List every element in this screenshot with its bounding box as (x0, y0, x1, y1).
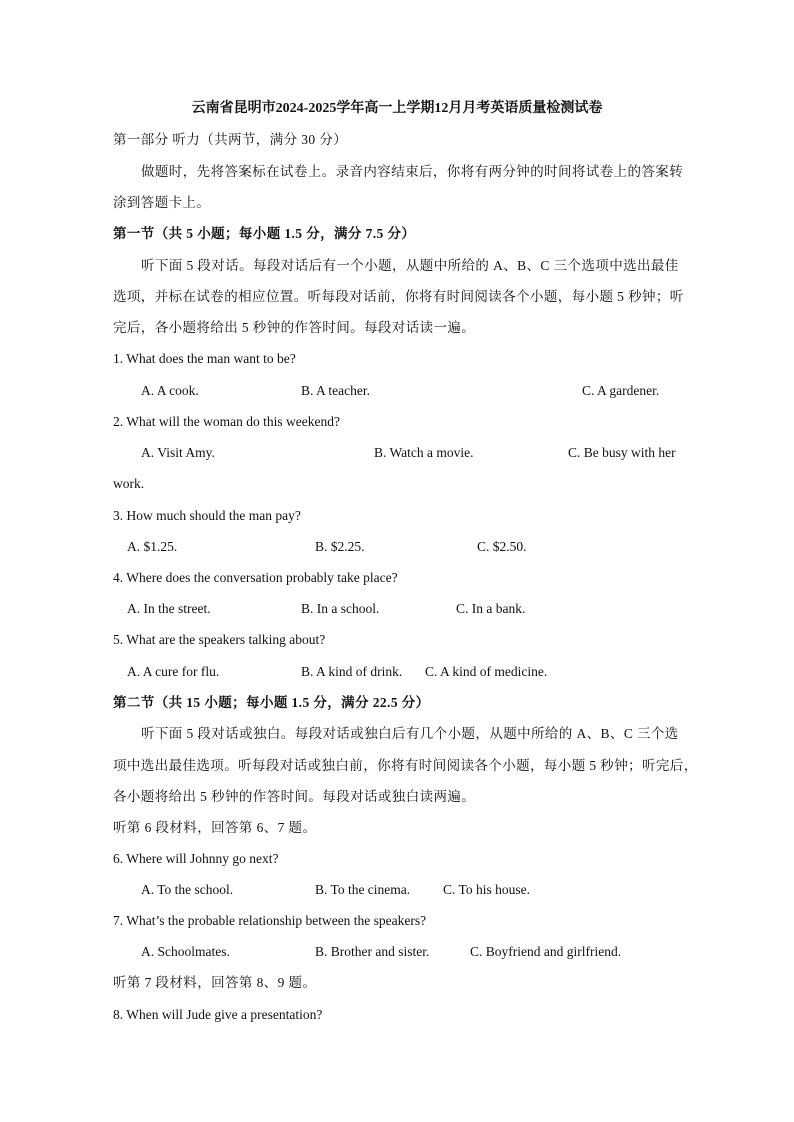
section2-intro-line: 各小题将给出 5 秒钟的作答时间。每段对话或独白读两遍。 (113, 789, 476, 804)
option-a: A. To the school. (141, 882, 234, 897)
option-b: B. A teacher. (301, 383, 370, 398)
part1-heading: 第一部分 听力（共两节，满分 30 分） (113, 132, 348, 147)
part1-intro-line: 做题时，先将答案标在试卷上。录音内容结束后，你将有两分钟的时间将试卷上的答案转 (141, 164, 684, 179)
question-stem: 8. When will Jude give a presentation? (113, 1007, 323, 1022)
option-a: A. Visit Amy. (141, 445, 215, 460)
material-instruction: 听第 7 段材料，回答第 8、9 题。 (113, 975, 317, 990)
option-b: B. $2.25. (315, 539, 365, 554)
question-stem: 7. What’s the probable relationship between the speakers? (113, 913, 427, 928)
question-stem: 2. What will the woman do this weekend? (113, 414, 340, 429)
question-stem: 1. What does the man want to be? (113, 351, 296, 366)
option-c: C. A kind of medicine. (425, 664, 548, 679)
option-a: A. A cure for flu. (127, 664, 220, 679)
option-c: C. $2.50. (477, 539, 527, 554)
section1-intro-line: 选项，并标在试卷的相应位置。听每段对话前，你将有时间阅读各个小题，每小题 5 秒钟；听 (113, 289, 684, 304)
option-b: B. Brother and sister. (315, 944, 430, 959)
option-b: B. A kind of drink. (301, 664, 403, 679)
question-stem: 4. Where does the conversation probably take place? (113, 570, 398, 585)
section1-intro-line: 听下面 5 段对话。每段对话后有一个小题，从题中所给的 A、B、C 三个选项中选出最佳 (141, 258, 679, 273)
option-b: B. To the cinema. (315, 882, 411, 897)
option-a: A. In the street. (127, 601, 211, 616)
option-c: C. To his house. (443, 882, 530, 897)
section2-heading: 第二节（共 15 小题；每小题 1.5 分，满分 22.5 分） (113, 695, 430, 710)
section1-heading: 第一节（共 5 小题；每小题 1.5 分，满分 7.5 分） (113, 226, 416, 241)
page-title: 云南省昆明市2024-2025学年高一上学期12月月考英语质量检测试卷 (191, 101, 603, 116)
option-a: A. A cook. (141, 383, 199, 398)
part1-intro-line: 涂到答题卡上。 (113, 195, 211, 210)
option-c: C. Boyfriend and girlfriend. (470, 944, 622, 959)
material-instruction: 听第 6 段材料，回答第 6、7 题。 (113, 820, 317, 835)
option-a: A. Schoolmates. (141, 944, 230, 959)
option-c: C. In a bank. (456, 601, 526, 616)
option-c: C. Be busy with her (568, 445, 676, 460)
option-c: C. A gardener. (582, 383, 660, 398)
option-a: A. $1.25. (127, 539, 178, 554)
option-b: B. In a school. (301, 601, 380, 616)
question-stem: 3. How much should the man pay? (113, 508, 301, 523)
option-b: B. Watch a movie. (374, 445, 474, 460)
section2-intro-line: 听下面 5 段对话或独白。每段对话或独白后有几个小题，从题中所给的 A、B、C 三个选 (141, 726, 679, 741)
option-c-continued: work. (113, 476, 145, 491)
section2-intro-line: 项中选出最佳选项。听每段对话或独白前，你将有时间阅读各个小题，每小题 5 秒钟；听完后， (113, 758, 698, 773)
question-stem: 5. What are the speakers talking about? (113, 632, 326, 647)
section1-intro-line: 完后，各小题将给出 5 秒钟的作答时间。每段对话读一遍。 (113, 320, 476, 335)
question-stem: 6. Where will Johnny go next? (113, 851, 279, 866)
